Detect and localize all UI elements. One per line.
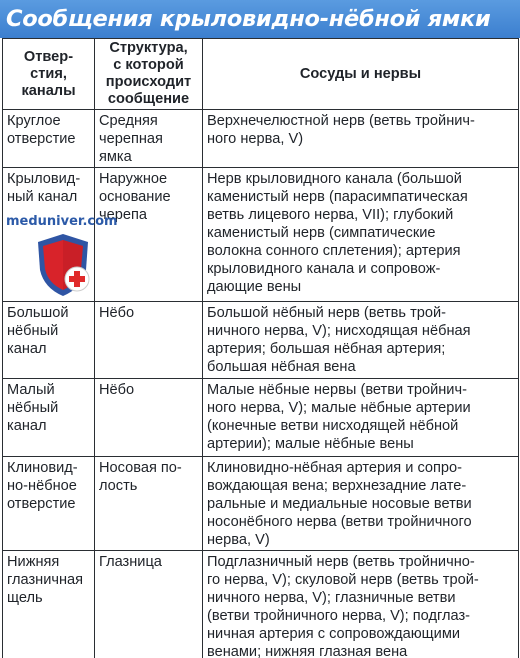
cell-opening: Клиновид- но-нёбное отверстие <box>3 457 95 551</box>
shield-cross-icon <box>34 232 92 298</box>
page-title: Сообщения крыловидно-нёбной ямки <box>6 6 491 32</box>
communications-table <box>2 38 519 658</box>
cell-structure: Глазница <box>95 551 203 658</box>
table-row <box>3 302 519 379</box>
header-row <box>3 39 519 110</box>
cell-opening: Круглое отверстие <box>3 110 95 168</box>
table-container <box>2 38 518 658</box>
header-openings: Отвер- стия, каналы <box>3 39 95 110</box>
table-row <box>3 379 519 457</box>
cell-structure: Нёбо <box>95 379 203 457</box>
cell-structure: Носовая по- лость <box>95 457 203 551</box>
cell-vessels: Верхнечелюстной нерв (ветвь тройнич- ного нерва, V) <box>203 110 519 168</box>
cell-opening: Крыловид- ный канал <box>3 168 95 302</box>
watermark-logo <box>6 214 118 300</box>
title-bar <box>0 0 520 38</box>
header-structure: Структура, с которой происходит сообщение <box>95 39 203 110</box>
cell-opening: Малый нёбный канал <box>3 379 95 457</box>
cell-opening: Большой нёбный канал <box>3 302 95 379</box>
watermark-text: meduniver.com <box>6 214 118 229</box>
table-row <box>3 551 519 658</box>
cell-vessels: Клиновидно-нёбная артерия и сопро- вождающая вена; верхнезадние лате- ральные и медиальные носовые ветви носонёбного нерва (ветви тройничного нерва, V) <box>203 457 519 551</box>
cell-vessels: Большой нёбный нерв (ветвь трой- ничного нерва, V); нисходящая нёбная артерия; большая нёбная артерия; большая нёбная вена <box>203 302 519 379</box>
table-row <box>3 457 519 551</box>
table-row <box>3 110 519 168</box>
cell-opening: Нижняя глазничная щель <box>3 551 95 658</box>
cell-vessels: Подглазничный нерв (ветвь тройнично- го нерва, V); скуловой нерв (ветвь трой- ничного нерва, V); глазничные ветви (ветви тройничного нерва, V); подглаз- ничная артерия с сопровождающими венами; нижняя глазная вена <box>203 551 519 658</box>
cell-vessels: Малые нёбные нервы (ветви тройнич- ного нерва, V); малые нёбные артерии (конечные ветви нисходящей нёбной артерии); малые нёбные вены <box>203 379 519 457</box>
cell-vessels: Нерв крыловидного канала (большой каменистый нерв (парасимпатическая ветвь лицевого нерва, VII); глубокий каменистый нерв (симпатические волокна сонного сплетения); артерия крыловидного канала и сопровож- дающие вены <box>203 168 519 302</box>
cell-structure: Средняя черепная ямка <box>95 110 203 168</box>
header-vessels-nerves: Сосуды и нервы <box>203 39 519 110</box>
cell-structure: Нёбо <box>95 302 203 379</box>
cell-structure: Наружное основание черепа <box>95 168 203 302</box>
